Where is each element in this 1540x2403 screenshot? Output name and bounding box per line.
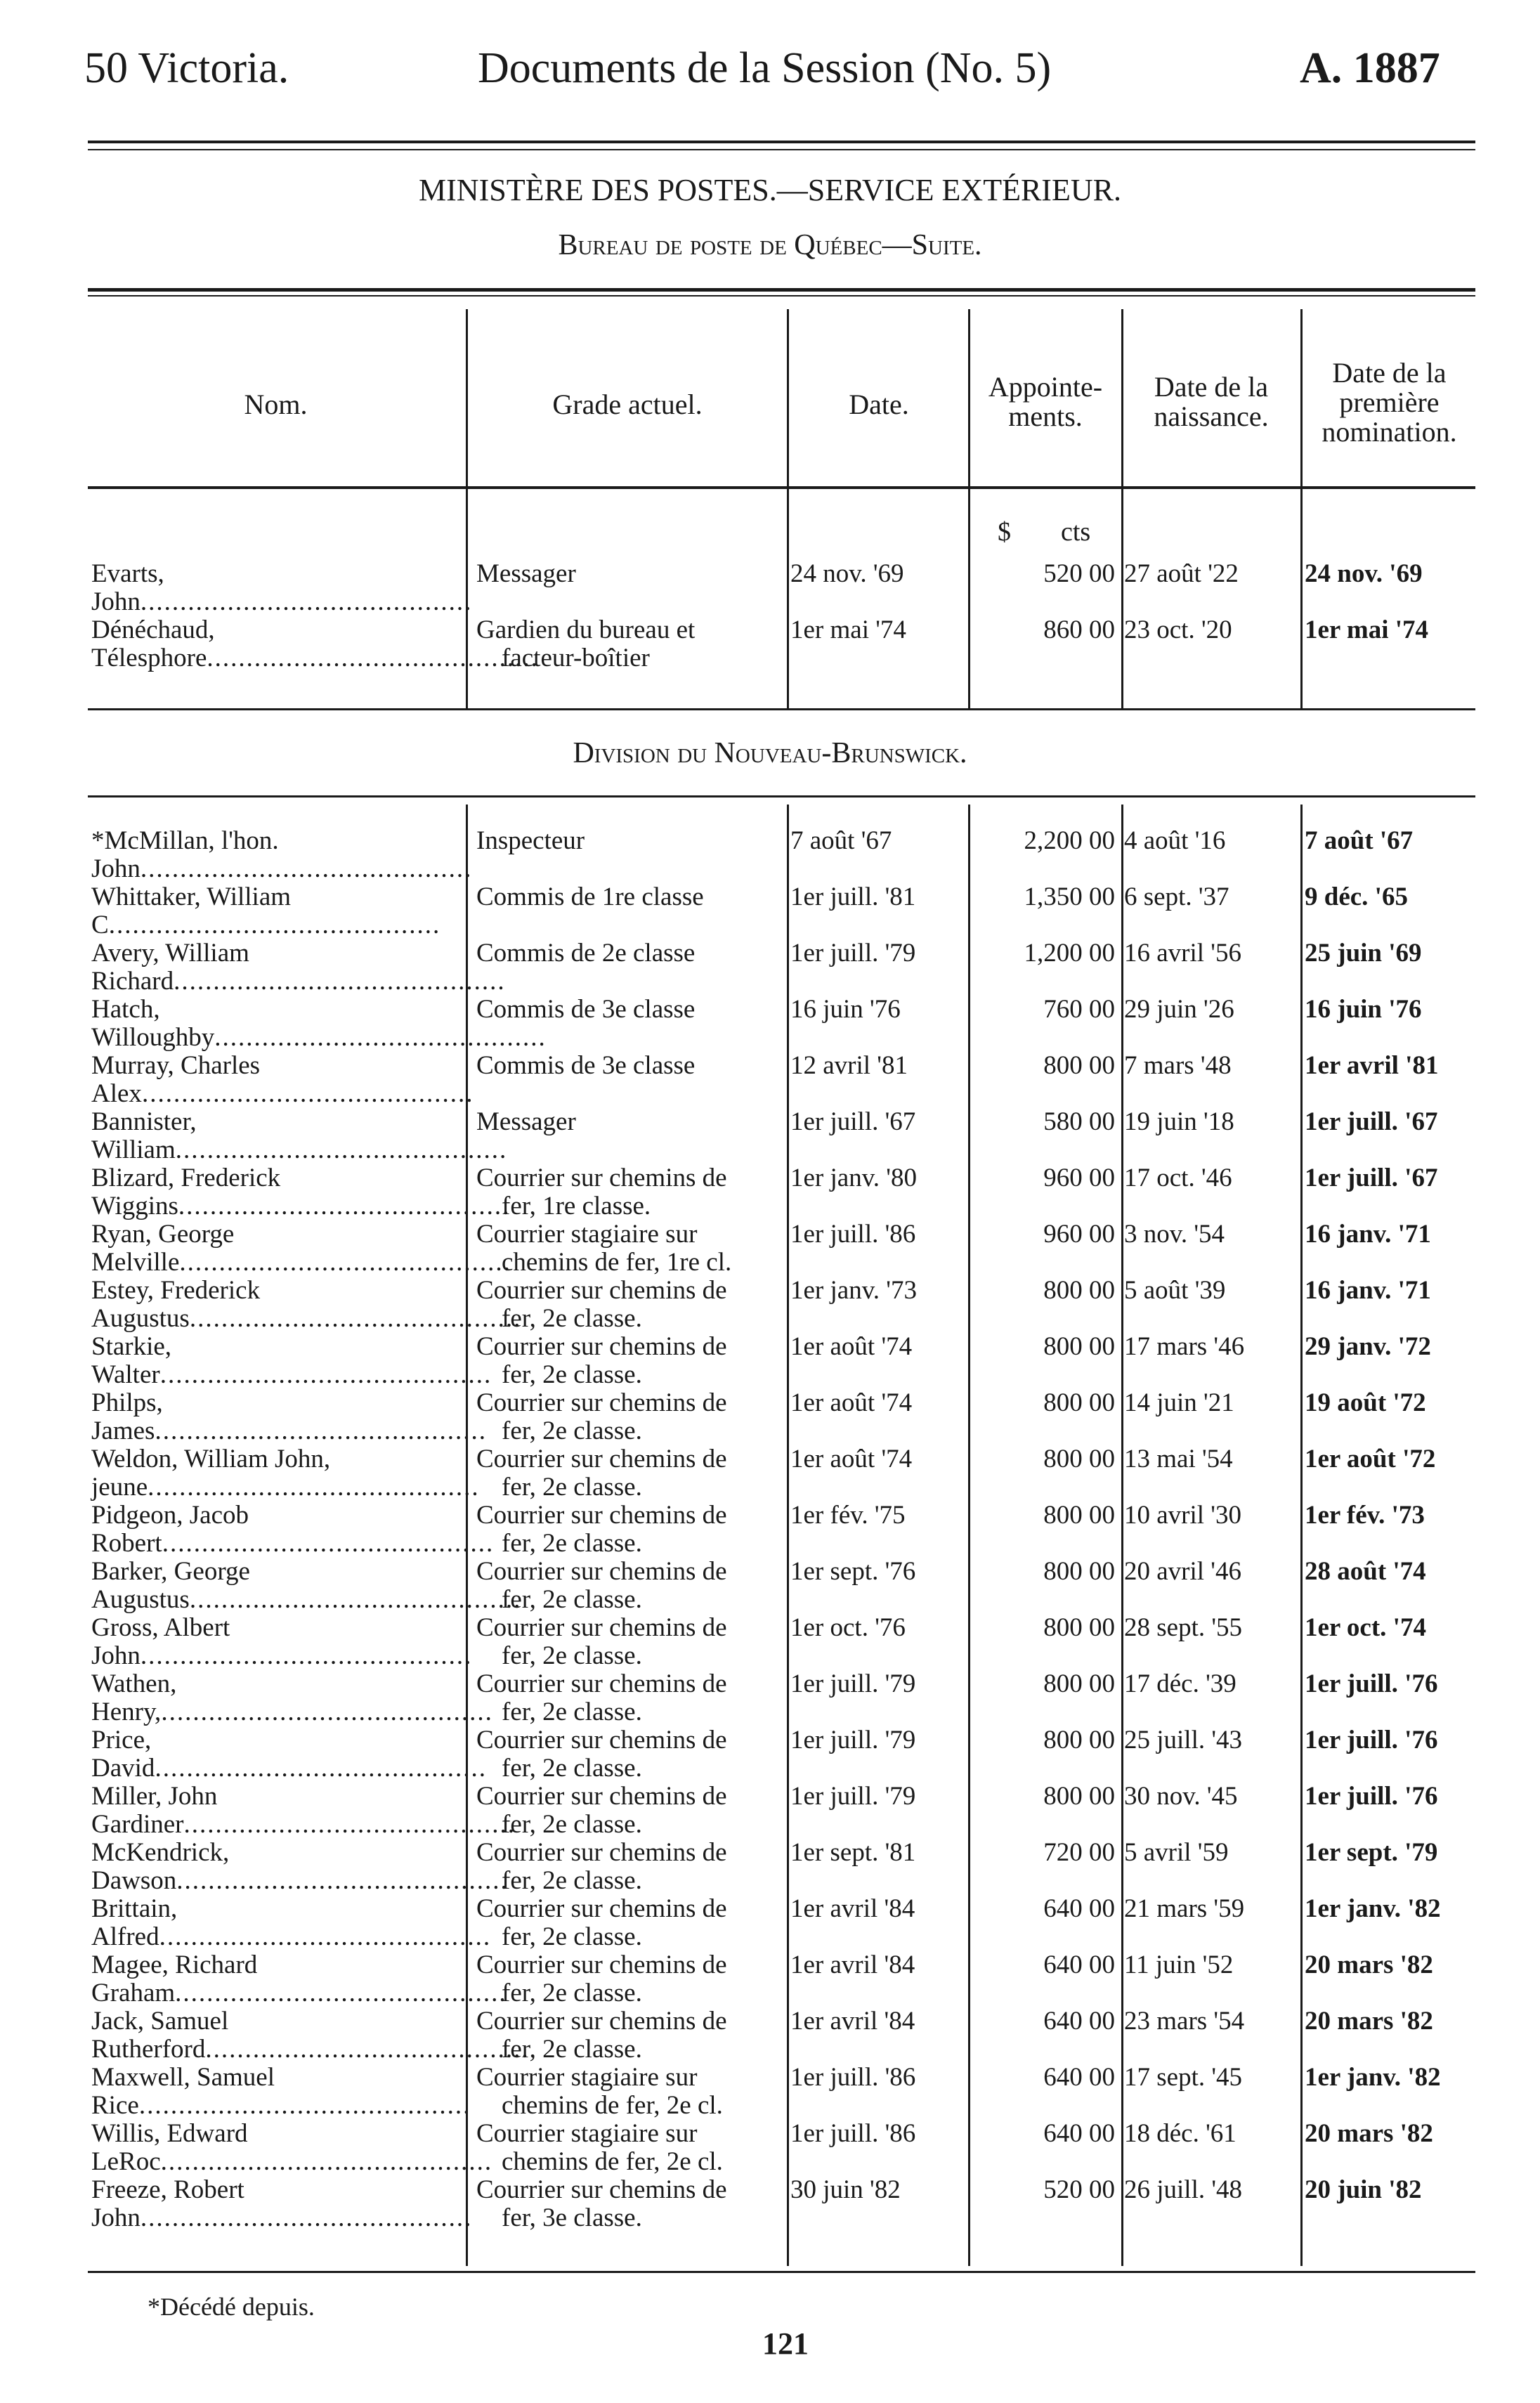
col-header-grade: Grade actuel. xyxy=(552,389,703,420)
employee-name-text: Whittaker, William C xyxy=(91,883,292,939)
salary-cell: 640 00 xyxy=(1043,1951,1115,1979)
grade-line: fer, 2e classe. xyxy=(502,1360,642,1389)
grade-cell xyxy=(476,1670,785,1726)
first-appointment-cell: 24 nov. '69 xyxy=(1305,559,1423,588)
ministry-title: MINISTÈRE DES POSTES.—SERVICE EXTÉRIEUR. xyxy=(419,173,1121,207)
grade-cell xyxy=(476,996,785,1024)
date-cell: 1er août '74 xyxy=(790,1445,913,1473)
birth-date-cell: 5 avril '59 xyxy=(1124,1838,1229,1867)
employee-name-text: Price, David xyxy=(91,1726,155,1783)
first-appointment-cell: 1er juill. '76 xyxy=(1305,1782,1438,1811)
grade-line: Commis de 3e classe xyxy=(476,1051,696,1080)
date-cell: 1er avril '84 xyxy=(790,2007,915,2036)
date-cell: 1er avril '84 xyxy=(790,1894,915,1923)
leader-dots: .......................................... xyxy=(140,587,473,616)
grade-line: Courrier sur chemins de xyxy=(476,1388,727,1417)
grade-cell xyxy=(476,1389,785,1445)
employee-name-text: Freeze, Robert John xyxy=(91,2175,244,2232)
first-appointment-cell: 28 août '74 xyxy=(1305,1557,1426,1586)
grade-line: Courrier sur chemins de xyxy=(476,1276,727,1305)
salary-cell: 860 00 xyxy=(1043,616,1115,644)
first-appointment-cell: 20 juin '82 xyxy=(1305,2175,1422,2204)
grade-cell xyxy=(476,1052,785,1080)
leader-dots: .......................................... xyxy=(174,967,506,996)
first-appointment-cell: 16 juin '76 xyxy=(1305,995,1422,1024)
employee-name xyxy=(91,2007,537,2064)
col-header-date: Date. xyxy=(849,389,909,420)
salary-cell: 1,200 00 xyxy=(1024,939,1115,968)
employee-name xyxy=(91,1557,522,1614)
birth-date-cell: 11 juin '52 xyxy=(1124,1951,1234,1979)
grade-line: fer, 3e classe. xyxy=(502,2203,642,2232)
footer-rule xyxy=(88,2271,1475,2273)
employee-name xyxy=(91,559,473,616)
grade-line: Courrier sur chemins de xyxy=(476,1726,727,1754)
birth-date-cell: 17 oct. '46 xyxy=(1124,1164,1232,1192)
salary-cell: 720 00 xyxy=(1043,1838,1115,1867)
grade-cell xyxy=(476,1277,785,1333)
salary-cell: 800 00 xyxy=(1043,1726,1115,1754)
date-cell: 1er juill. '79 xyxy=(790,1726,916,1754)
employee-name-text: Starkie, Walter xyxy=(91,1332,172,1389)
leader-dots: .......................................... xyxy=(148,1473,480,1502)
grade-cell xyxy=(476,1783,785,1839)
grade-line: fer, 2e classe. xyxy=(502,1304,642,1333)
grade-line: Courrier sur chemins de xyxy=(476,1332,727,1361)
grade-cell xyxy=(476,2176,785,2232)
leader-dots: .......................................... xyxy=(155,1754,487,1783)
employee-name-text: Jack, Samuel Rutherford xyxy=(91,2007,229,2064)
vrule xyxy=(968,805,970,2266)
leader-dots: .......................................... xyxy=(179,1248,511,1277)
header-rule xyxy=(88,141,1475,143)
grade-line: Courrier sur chemins de xyxy=(476,1838,727,1867)
first-appointment-cell: 20 mars '82 xyxy=(1305,1951,1433,1979)
grade-cell xyxy=(476,2120,785,2176)
grade-line: fer, 2e classe. xyxy=(502,1417,642,1445)
employee-name xyxy=(91,1164,511,1220)
grade-line: Courrier sur chemins de xyxy=(476,1894,727,1923)
division-heading: Division du Nouveau-Brunswick. xyxy=(573,737,967,769)
employee-name xyxy=(91,1894,492,1951)
first-appointment-cell: 1er juill. '67 xyxy=(1305,1164,1438,1192)
division-rule-bottom xyxy=(88,795,1475,797)
date-cell: 1er juill. '86 xyxy=(790,2119,916,2148)
birth-date-cell: 28 sept. '55 xyxy=(1124,1613,1243,1642)
date-cell: 1er mai '74 xyxy=(790,616,906,644)
date-cell: 1er janv. '73 xyxy=(790,1276,917,1305)
employee-name xyxy=(91,2063,471,2120)
first-appointment-cell: 16 janv. '71 xyxy=(1305,1276,1431,1305)
employee-name-text: *McMillan, l'hon. John xyxy=(91,826,279,883)
first-appointment-cell: 1er janv. '82 xyxy=(1305,2063,1441,2092)
employee-name-text: Weldon, William John, jeune xyxy=(91,1445,331,1502)
first-appointment-cell: 25 juin '69 xyxy=(1305,939,1422,968)
table-top-rule xyxy=(88,288,1475,292)
date-cell: 24 nov. '69 xyxy=(790,559,904,588)
grade-line: fer, 2e classe. xyxy=(502,1585,642,1614)
grade-line: Courrier stagiaire sur xyxy=(476,1220,698,1249)
employee-name xyxy=(91,1332,492,1389)
grade-line: fer, 2e classe. xyxy=(502,1866,642,1895)
grade-line: fer, 2e classe. xyxy=(502,1529,642,1558)
birth-date-cell: 23 oct. '20 xyxy=(1124,616,1232,644)
employee-name xyxy=(91,1613,473,1670)
employee-name xyxy=(91,1388,487,1445)
grade-line: Commis de 3e classe xyxy=(476,995,696,1024)
grade-line: facteur-boîtier xyxy=(502,644,650,672)
leader-dots: .......................................... xyxy=(140,2203,473,2232)
employee-name-text: Miller, John Gardiner xyxy=(91,1782,218,1839)
employee-name-text: Gross, Albert John xyxy=(91,1613,230,1670)
employee-name xyxy=(91,826,473,883)
salary-cell: 800 00 xyxy=(1043,1445,1115,1473)
date-cell: 1er juill. '81 xyxy=(790,883,916,911)
vrule xyxy=(968,309,970,710)
employee-name-text: McKendrick, Dawson xyxy=(91,1838,230,1895)
employee-name xyxy=(91,1726,487,1783)
salary-cell: 580 00 xyxy=(1043,1107,1115,1136)
grade-line: fer, 2e classe. xyxy=(502,1810,642,1839)
grade-line: fer, 2e classe. xyxy=(502,1979,642,2007)
grade-line: Courrier sur chemins de xyxy=(476,1557,727,1586)
salary-cell: 760 00 xyxy=(1043,995,1115,1024)
leader-dots: .......................................... xyxy=(189,1585,522,1614)
leader-dots: .......................................... xyxy=(159,1360,492,1389)
birth-date-cell: 7 mars '48 xyxy=(1124,1051,1232,1080)
grade-cell xyxy=(476,1445,785,1502)
grade-line: fer, 1re classe. xyxy=(502,1192,651,1220)
salary-cell: 640 00 xyxy=(1043,2063,1115,2092)
employee-name xyxy=(91,1782,516,1839)
leader-dots: .......................................... xyxy=(176,1866,509,1895)
grade-line: Commis de 2e classe xyxy=(476,939,696,968)
leader-dots: .......................................... xyxy=(207,644,539,672)
leader-dots: .......................................... xyxy=(155,1417,487,1445)
first-appointment-cell: 1er janv. '82 xyxy=(1305,1894,1441,1923)
grade-line: Courrier stagiaire sur xyxy=(476,2119,698,2148)
vrule xyxy=(1300,309,1303,710)
grade-line: Inspecteur xyxy=(476,826,585,855)
grade-line: fer, 2e classe. xyxy=(502,1922,642,1951)
grade-cell xyxy=(476,1164,785,1220)
col-header-naissance: Date de la naissance. xyxy=(1154,371,1269,432)
birth-date-cell: 29 juin '26 xyxy=(1124,995,1234,1024)
grade-cell xyxy=(476,1220,785,1277)
date-cell: 30 juin '82 xyxy=(790,2175,901,2204)
leader-dots: .......................................... xyxy=(183,1810,516,1839)
leader-dots: .......................................... xyxy=(161,1698,493,1726)
first-appointment-cell: 1er mai '74 xyxy=(1305,616,1429,644)
birth-date-cell: 10 avril '30 xyxy=(1124,1501,1241,1530)
currency-cents-label: cts xyxy=(1061,517,1091,547)
grade-line: fer, 2e classe. xyxy=(502,2035,642,2064)
birth-date-cell: 23 mars '54 xyxy=(1124,2007,1245,2036)
vrule xyxy=(787,309,789,710)
salary-cell: 960 00 xyxy=(1043,1164,1115,1192)
date-cell: 1er juill. '79 xyxy=(790,1669,916,1698)
first-appointment-cell: 9 déc. '65 xyxy=(1305,883,1408,911)
employee-name-text: Bannister, William xyxy=(91,1107,197,1164)
employee-name-text: Dénéchaud, Télesphore xyxy=(91,616,215,672)
first-appointment-cell: 1er avril '81 xyxy=(1305,1051,1439,1080)
leader-dots: .......................................... xyxy=(162,1529,495,1558)
grade-line: Courrier sur chemins de xyxy=(476,1445,727,1473)
grade-line: Courrier stagiaire sur xyxy=(476,2063,698,2092)
grade-cell xyxy=(476,1502,785,1558)
grade-cell xyxy=(476,827,785,855)
grade-cell xyxy=(476,1558,785,1614)
employee-name xyxy=(91,1107,508,1164)
grade-line: Messager xyxy=(476,559,576,588)
leader-dots: .......................................... xyxy=(175,1135,508,1164)
leader-dots: .......................................... xyxy=(140,854,473,883)
first-appointment-cell: 19 août '72 xyxy=(1305,1388,1426,1417)
employee-name xyxy=(91,1501,495,1558)
salary-cell: 800 00 xyxy=(1043,1613,1115,1642)
date-cell: 1er août '74 xyxy=(790,1388,913,1417)
grade-cell xyxy=(476,1895,785,1951)
vrule xyxy=(787,805,789,2266)
first-appointment-cell: 16 janv. '71 xyxy=(1305,1220,1431,1249)
salary-cell: 2,200 00 xyxy=(1024,826,1115,855)
birth-date-cell: 26 juill. '48 xyxy=(1124,2175,1243,2204)
grade-cell xyxy=(476,1839,785,1895)
grade-line: chemins de fer, 1re cl. xyxy=(502,1248,732,1277)
birth-date-cell: 17 sept. '45 xyxy=(1124,2063,1243,2092)
grade-line: Messager xyxy=(476,1107,576,1136)
employee-name xyxy=(91,1220,511,1277)
grade-line: Courrier sur chemins de xyxy=(476,1613,727,1642)
grade-line: Courrier sur chemins de xyxy=(476,1951,727,1979)
grade-cell xyxy=(476,560,785,588)
grade-line: Courrier sur chemins de xyxy=(476,2007,727,2036)
division-rule-top xyxy=(88,708,1475,710)
grade-line: Gardien du bureau et xyxy=(476,616,696,644)
first-appointment-cell: 1er oct. '74 xyxy=(1305,1613,1426,1642)
employee-name-text: Wathen, Henry, xyxy=(91,1669,177,1726)
leader-dots: .......................................... xyxy=(140,1641,473,1670)
date-cell: 7 août '67 xyxy=(790,826,892,855)
salary-cell: 800 00 xyxy=(1043,1276,1115,1305)
grade-line: Commis de 1re classe xyxy=(476,883,704,911)
employee-name-text: Avery, William Richard xyxy=(91,939,249,996)
first-appointment-cell: 20 mars '82 xyxy=(1305,2007,1433,2036)
first-appointment-cell: 29 janv. '72 xyxy=(1305,1332,1431,1361)
grade-line: fer, 2e classe. xyxy=(502,1754,642,1783)
grade-cell xyxy=(476,939,785,968)
date-cell: 1er juill. '79 xyxy=(790,1782,916,1811)
grade-line: fer, 2e classe. xyxy=(502,1641,642,1670)
employee-name-text: Evarts, John xyxy=(91,559,164,616)
salary-cell: 800 00 xyxy=(1043,1332,1115,1361)
employee-name-text: Blizard, Frederick Wiggins xyxy=(91,1164,281,1220)
first-appointment-cell: 1er août '72 xyxy=(1305,1445,1436,1473)
grade-cell xyxy=(476,616,785,672)
vrule xyxy=(1121,805,1123,2266)
employee-name xyxy=(91,995,547,1052)
employee-name-text: Ryan, George Melville xyxy=(91,1220,235,1277)
employee-name-text: Murray, Charles Alex xyxy=(91,1051,261,1108)
leader-dots: .......................................... xyxy=(141,1079,474,1108)
page-number: 121 xyxy=(762,2326,809,2361)
salary-cell: 1,350 00 xyxy=(1024,883,1115,911)
grade-line: Courrier sur chemins de xyxy=(476,1782,727,1811)
date-cell: 1er janv. '80 xyxy=(790,1164,917,1192)
employee-name xyxy=(91,883,460,939)
header-year-right: A. 1887 xyxy=(1300,44,1440,92)
salary-cell: 640 00 xyxy=(1043,1894,1115,1923)
first-appointment-cell: 1er juill. '76 xyxy=(1305,1726,1438,1754)
employee-name xyxy=(91,616,539,672)
salary-cell: 640 00 xyxy=(1043,2119,1115,2148)
birth-date-cell: 27 août '22 xyxy=(1124,559,1239,588)
leader-dots: .......................................... xyxy=(108,911,441,939)
birth-date-cell: 5 août '39 xyxy=(1124,1276,1226,1305)
date-cell: 1er avril '84 xyxy=(790,1951,915,1979)
leader-dots: .......................................... xyxy=(160,2147,493,2176)
grade-cell xyxy=(476,1951,785,2007)
grade-line: Courrier sur chemins de xyxy=(476,1669,727,1698)
table-head-rule xyxy=(88,486,1475,489)
grade-cell xyxy=(476,1726,785,1783)
birth-date-cell: 6 sept. '37 xyxy=(1124,883,1229,911)
employee-name xyxy=(91,1669,493,1726)
footnote: *Décédé depuis. xyxy=(148,2293,315,2321)
date-cell: 1er août '74 xyxy=(790,1332,913,1361)
employee-name xyxy=(91,1838,509,1895)
date-cell: 1er fév. '75 xyxy=(790,1501,906,1530)
salary-cell: 800 00 xyxy=(1043,1388,1115,1417)
birth-date-cell: 14 juin '21 xyxy=(1124,1388,1234,1417)
vrule xyxy=(1300,805,1303,2266)
salary-cell: 800 00 xyxy=(1043,1051,1115,1080)
first-appointment-cell: 1er fév. '73 xyxy=(1305,1501,1425,1530)
col-header-appointements: Appointe-ments. xyxy=(988,371,1103,432)
employee-name-text: Barker, George Augustus xyxy=(91,1557,250,1614)
salary-cell: 800 00 xyxy=(1043,1501,1115,1530)
employee-name-text: Pidgeon, Jacob Robert xyxy=(91,1501,249,1558)
leader-dots: .......................................... xyxy=(189,1304,522,1333)
birth-date-cell: 16 avril '56 xyxy=(1124,939,1241,968)
grade-cell xyxy=(476,2064,785,2120)
birth-date-cell: 18 déc. '61 xyxy=(1124,2119,1236,2148)
employee-name xyxy=(91,939,506,996)
leader-dots: .......................................... xyxy=(138,2091,471,2120)
birth-date-cell: 13 mai '54 xyxy=(1124,1445,1233,1473)
birth-date-cell: 21 mars '59 xyxy=(1124,1894,1245,1923)
header-document-title: Documents de la Session (No. 5) xyxy=(478,44,1052,92)
employee-name-text: Philps, James xyxy=(91,1388,163,1445)
first-appointment-cell: 1er juill. '76 xyxy=(1305,1669,1438,1698)
employee-name xyxy=(91,2175,473,2232)
salary-cell: 800 00 xyxy=(1043,1557,1115,1586)
employee-name-text: Hatch, Willoughby xyxy=(91,995,215,1052)
leader-dots: .......................................... xyxy=(178,1192,511,1220)
header-rule-thin xyxy=(88,149,1475,150)
date-cell: 1er juill. '86 xyxy=(790,1220,916,1249)
employee-name xyxy=(91,1951,507,2007)
salary-cell: 960 00 xyxy=(1043,1220,1115,1249)
header-session-left: 50 Victoria. xyxy=(84,44,289,92)
vrule xyxy=(1121,309,1123,710)
employee-name-text: Magee, Richard Graham xyxy=(91,1951,258,2007)
grade-line: chemins de fer, 2e cl. xyxy=(502,2147,723,2176)
employee-name-text: Brittain, Alfred xyxy=(91,1894,178,1951)
birth-date-cell: 25 juill. '43 xyxy=(1124,1726,1243,1754)
col-header-nom: Nom. xyxy=(244,389,308,420)
first-appointment-cell: 20 mars '82 xyxy=(1305,2119,1433,2148)
currency-dollar-label: $ xyxy=(998,517,1011,547)
date-cell: 1er sept. '76 xyxy=(790,1557,916,1586)
first-appointment-cell: 7 août '67 xyxy=(1305,826,1414,855)
employee-name-text: Willis, Edward LeRoc xyxy=(91,2119,248,2176)
grade-line: Courrier sur chemins de xyxy=(476,1501,727,1530)
date-cell: 1er juill. '86 xyxy=(790,2063,916,2092)
employee-name-text: Maxwell, Samuel Rice xyxy=(91,2063,275,2120)
employee-name xyxy=(91,1276,522,1333)
employee-name xyxy=(91,1051,474,1108)
date-cell: 1er juill. '79 xyxy=(790,939,916,968)
office-subtitle: Bureau de poste de Québec—Suite. xyxy=(558,229,982,261)
birth-date-cell: 19 juin '18 xyxy=(1124,1107,1234,1136)
salary-cell: 800 00 xyxy=(1043,1782,1115,1811)
salary-cell: 520 00 xyxy=(1043,559,1115,588)
birth-date-cell: 3 nov. '54 xyxy=(1124,1220,1225,1249)
employee-name xyxy=(91,1445,480,1502)
first-appointment-cell: 1er juill. '67 xyxy=(1305,1107,1438,1136)
birth-date-cell: 17 mars '46 xyxy=(1124,1332,1245,1361)
leader-dots: .......................................... xyxy=(159,1922,492,1951)
grade-cell xyxy=(476,883,785,911)
leader-dots: .......................................... xyxy=(175,1979,507,2007)
grade-cell xyxy=(476,1614,785,1670)
birth-date-cell: 4 août '16 xyxy=(1124,826,1226,855)
employee-name-text: Estey, Frederick Augustus xyxy=(91,1276,261,1333)
birth-date-cell: 17 déc. '39 xyxy=(1124,1669,1236,1698)
table-top-rule-thin xyxy=(88,295,1475,297)
grade-line: Courrier sur chemins de xyxy=(476,2175,727,2204)
date-cell: 16 juin '76 xyxy=(790,995,901,1024)
birth-date-cell: 30 nov. '45 xyxy=(1124,1782,1238,1811)
date-cell: 1er sept. '81 xyxy=(790,1838,916,1867)
grade-line: Courrier sur chemins de xyxy=(476,1164,727,1192)
date-cell: 1er oct. '76 xyxy=(790,1613,906,1642)
salary-cell: 640 00 xyxy=(1043,2007,1115,2036)
date-cell: 12 avril '81 xyxy=(790,1051,908,1080)
col-header-premiere: Date de la première nomination. xyxy=(1322,357,1457,448)
grade-cell xyxy=(476,1108,785,1136)
grade-line: chemins de fer, 2e cl. xyxy=(502,2091,723,2120)
leader-dots: .......................................... xyxy=(205,2035,537,2064)
salary-cell: 800 00 xyxy=(1043,1669,1115,1698)
grade-cell xyxy=(476,1333,785,1389)
grade-line: fer, 2e classe. xyxy=(502,1698,642,1726)
grade-line: fer, 2e classe. xyxy=(502,1473,642,1502)
salary-cell: 520 00 xyxy=(1043,2175,1115,2204)
leader-dots: .......................................... xyxy=(214,1023,547,1052)
date-cell: 1er juill. '67 xyxy=(790,1107,916,1136)
first-appointment-cell: 1er sept. '79 xyxy=(1305,1838,1438,1867)
employee-name xyxy=(91,2119,493,2176)
grade-cell xyxy=(476,2007,785,2064)
birth-date-cell: 20 avril '46 xyxy=(1124,1557,1241,1586)
